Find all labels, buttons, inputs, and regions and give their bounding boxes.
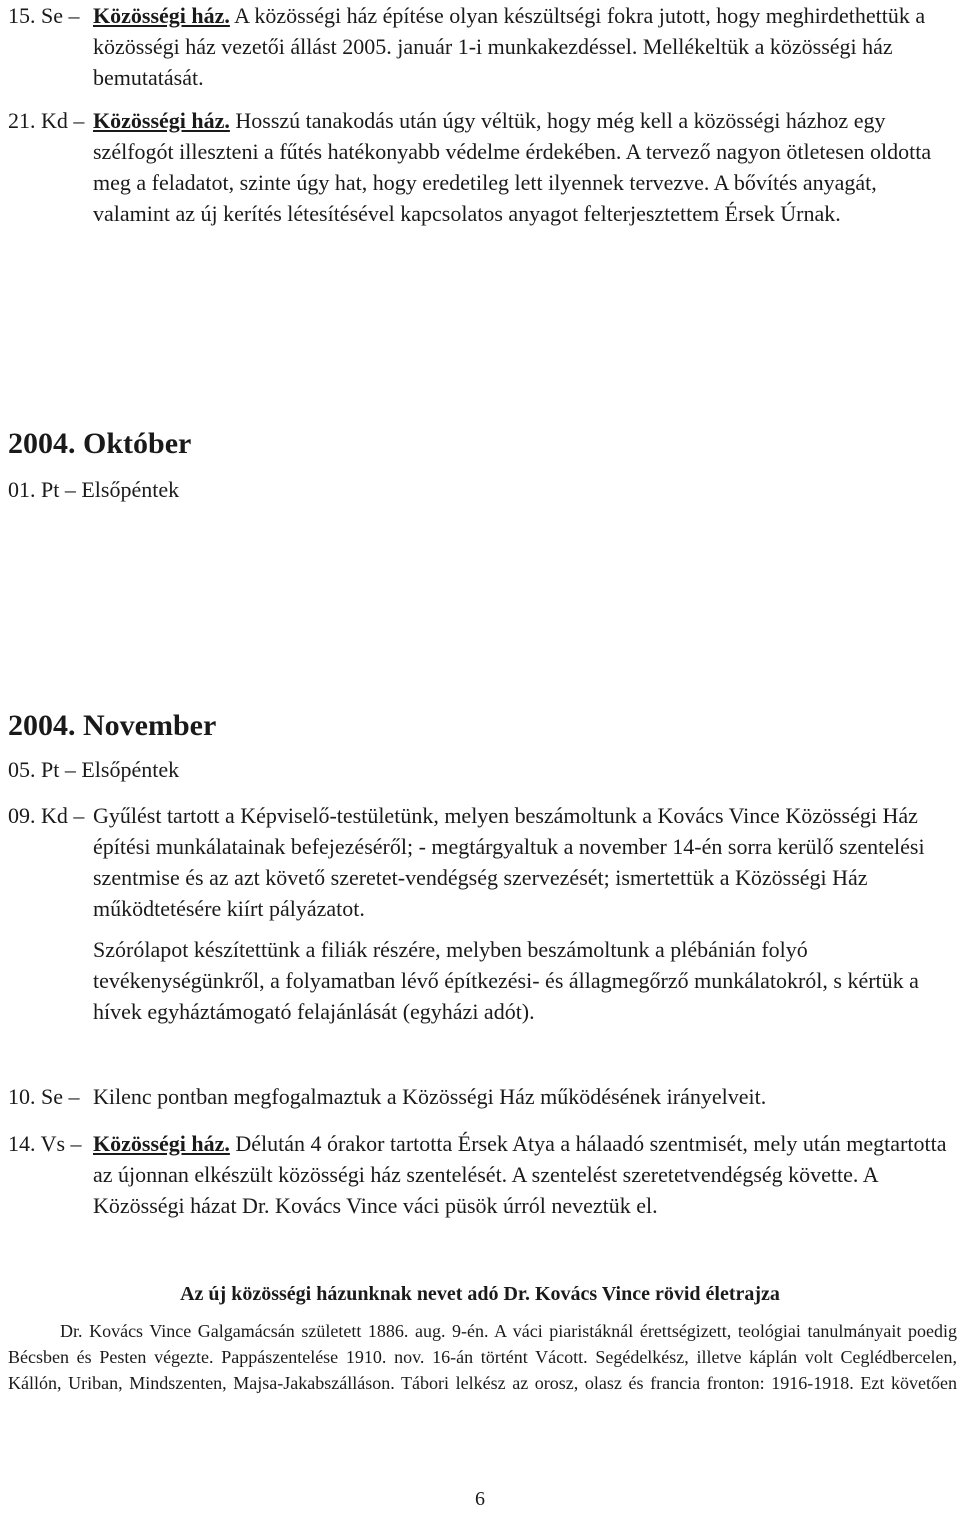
entry-15-title: Közösségi ház. — [93, 3, 230, 28]
page-number: 6 — [475, 1488, 485, 1510]
november-day-05: 05. Pt – Elsőpéntek — [8, 757, 180, 782]
entry-09 — [8, 800, 956, 1027]
entry-21 — [8, 105, 956, 229]
entry-14-text: Délután 4 órakor tartotta Érsek Atya a hálaadó szentmisét, mely után megtartotta az újonnan elkészült közösségi ház szentelését. A szentelést szeretetvendégség követte. A Közösségi házat Dr. Kovács Vince váci püsök úrról neveztük el. — [93, 1131, 947, 1218]
entry-09-paragraph-2: Szórólapot készítettünk a filiák részére, melyben beszámoltunk a plébánián folyó tevékenységünkről, a folyamatban lévő építkezési- és állagmegőrző munkálatokról, s kértük a hívek egyháztámogató felajánlását (egyházi adót). — [93, 937, 919, 1024]
month-heading-october: 2004. Október — [8, 427, 192, 460]
entry-21-text: Hosszú tanakodás után úgy véltük, hogy még kell a közösségi házhoz egy szélfogót illeszteni a fűtés hatékonyabb védelme érdekében. A tervező nagyon ötletesen oldotta meg a feladatot, szinte úgy hat, hogy eredetileg lett ilyennek tervezve. A bővítés anyagát, valamint az új kerítés létesítésével kapcsolatos anyagot felterjesztettem Érsek Úrnak. — [93, 108, 932, 226]
entry-10-date: 10. Se – — [8, 1084, 80, 1109]
biography-heading: Az új közösségi házunknak nevet adó Dr. Kovács Vince rövid életrajza — [180, 1283, 780, 1305]
entry-15-text: A közösségi ház építése olyan készültségi fokra jutott, hogy meghirdethettük a közösségi ház vezetői állást 2005. január 1-i munkakezdéssel. Mellékeltük a közösségi ház bemutatását. — [93, 3, 926, 90]
entry-10 — [8, 1081, 956, 1112]
entry-09-date: 09. Kd – — [8, 803, 85, 828]
biography-text — [8, 1318, 957, 1396]
month-heading-november: 2004. November — [8, 709, 217, 742]
entry-14-title: Közösségi ház. — [93, 1131, 230, 1156]
entry-09-text: Gyűlést tartott a Képviselő-testületünk, melyen beszámoltunk a Kovács Vince Közösségi Ház építési munkálatainak befejezéséről; - megtárgyaltuk a november 14-én sorra kerülő szentelési szentmise és az azt követő szeretet-vendégség szervezését; ismertettük a Közösségi Ház működtetésére kiírt pályázatot. — [93, 803, 925, 921]
entry-15-body — [93, 0, 956, 93]
entry-15 — [8, 0, 956, 93]
entry-21-date: 21. Kd – — [8, 108, 85, 133]
entry-14 — [8, 1128, 956, 1221]
entry-21-body — [93, 105, 956, 229]
october-day-01: 01. Pt – Elsőpéntek — [8, 477, 180, 502]
entry-15-date: 15. Se – — [8, 3, 80, 28]
entry-14-body — [93, 1128, 956, 1221]
entry-21-title: Közösségi ház. — [93, 108, 230, 133]
entry-10-text: Kilenc pontban megfogalmaztuk a Közösségi Ház működésének irányelveit. — [93, 1084, 767, 1109]
entry-14-date: 14. Vs – — [8, 1131, 82, 1156]
biography-paragraph: Dr. Kovács Vince Galgamácsán született 1886. aug. 9-én. A váci piaristáknál érettségizett, teológiai tanulmányait poedig Bécsben és Pesten végezte. Pappászentelése 1910. nov. 16-án történt Vácott. Segédelkész, illetve káplán volt Ceglédbercelen, Kállón, Uriban, Mindszenten, Majsa-Jakabszálláson. Tábori lelkész az orosz, olasz és francia fronton: 1916-1918. Ezt követően — [8, 1321, 957, 1393]
